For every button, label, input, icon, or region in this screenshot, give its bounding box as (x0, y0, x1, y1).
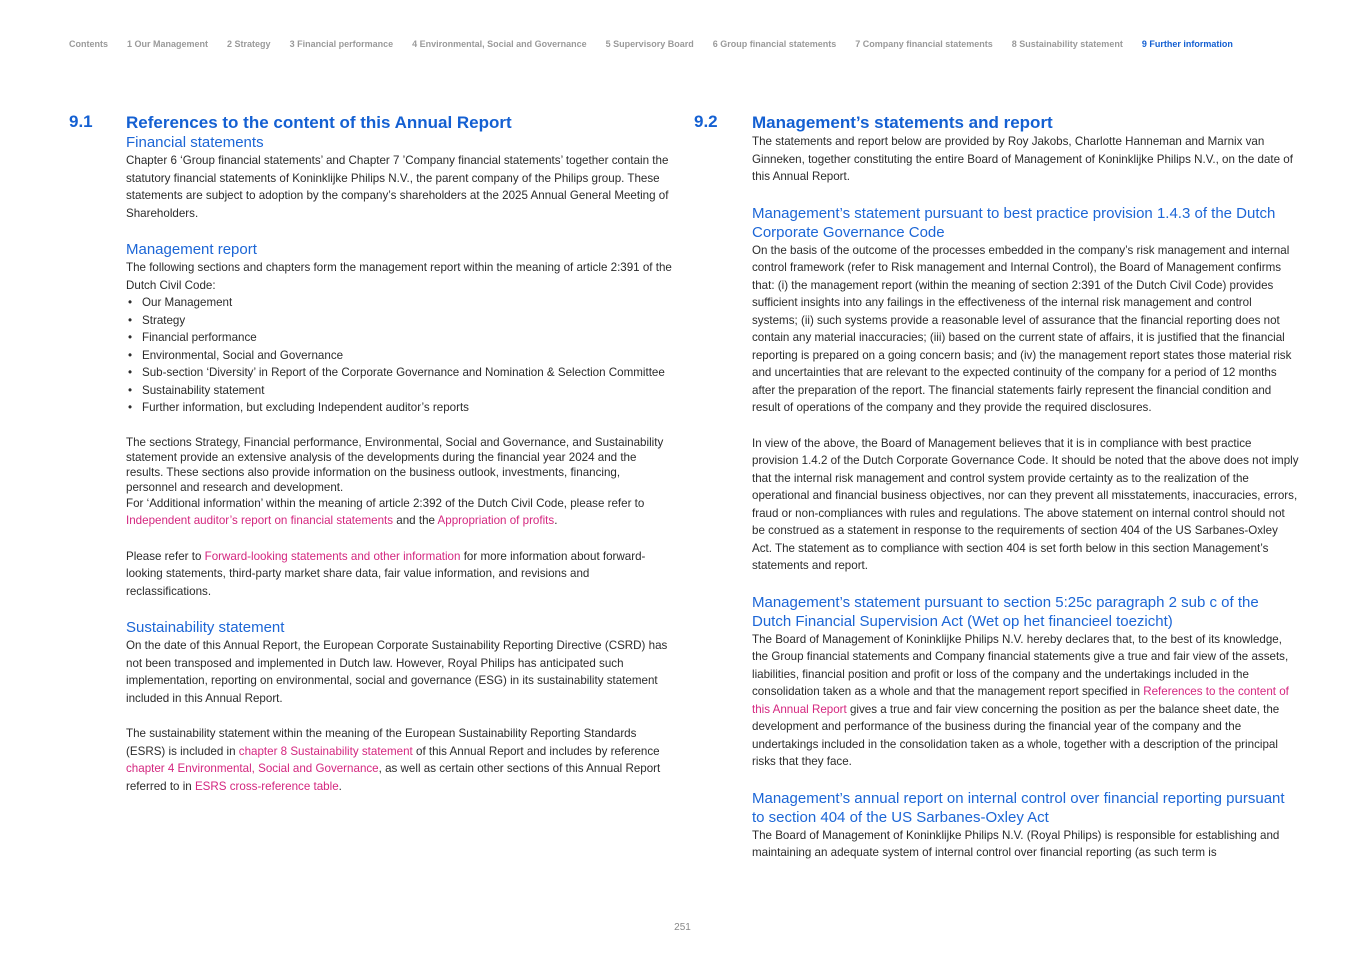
paragraph (126, 495, 674, 530)
section-title: References to the content of this Annual Report (126, 113, 512, 132)
text: of this Annual Report and includes by reference (412, 744, 660, 758)
spacer (752, 771, 1300, 789)
paragraph (752, 435, 1300, 575)
subheading: Management report (126, 241, 257, 258)
section-title: Management’s statements and report (752, 113, 1053, 132)
text: For ‘Additional information’ within the meaning of article 2:392 of the Dutch Civil Code, please refer to (126, 496, 645, 510)
spacer (126, 600, 674, 618)
cross-reference-link[interactable]: chapter 8 Sustainability statement (238, 744, 413, 758)
cross-reference-link[interactable]: chapter 4 Environmental, Social and Governance (126, 762, 379, 775)
cross-reference-link[interactable]: Appropriation of profits (437, 514, 555, 527)
cross-reference-link[interactable]: ESRS cross-reference table (194, 779, 339, 793)
paragraph (126, 259, 674, 294)
list-item: • Environmental, Social and Governance (126, 347, 674, 365)
text: , as well as certain other sections of this Annual Report referred to in (126, 762, 661, 793)
paragraph (126, 435, 674, 495)
nav-item[interactable]: 8 Sustainability statement (1011, 39, 1123, 49)
chapter-navigation (69, 39, 1252, 49)
section-number: 9.1 (69, 112, 93, 131)
list-item: • Strategy (126, 312, 674, 330)
text: and the (393, 514, 438, 527)
spacer (752, 575, 1300, 593)
text: The sustainability statement within the meaning of the European Sustainability Reporting Standards (ESRS) is included in (126, 727, 637, 758)
text: for more information about forward-looking statements, third-party market share data, fair value information, and revisions and reclassifications. (126, 549, 646, 598)
spacer (126, 707, 674, 725)
nav-item[interactable]: 1 Our Management (127, 39, 209, 49)
list-item: • Our Management (126, 294, 674, 312)
text: The sections Strategy, Financial performance, Environmental, Social and Governance, and Sustainability statement provide an extensive analysis of the developments during the financial year 2024 and the results. These sections also provide information on the business outlook, investments, financing, personnel and research and development. (126, 435, 664, 494)
paragraph (752, 242, 1300, 417)
section-number: 9.2 (694, 112, 718, 131)
spacer (126, 222, 674, 240)
paragraph (752, 827, 1300, 862)
spacer (126, 530, 674, 548)
list-item: • Financial performance (126, 329, 674, 347)
text: On the basis of the outcome of the processes embedded in the company’s risk management and internal control framework (refer to Risk management and Internal Control), the Board of Management confirms that: (i) the management report (within the meaning of section 2:391 of the Dutch Civil Code) provides sufficient insights into any failings in the effectiveness of the internal risk management and control systems; (ii) such systems provide a reasonable level of assurance that the financial reporting does not contain any material inaccuracies; (iii) based on the current state of affairs, it is justified that the financial reporting is prepared on a going concern basis; and (iv) the management report states those material risk and uncertainties that are relevant to the expected continuity of the company for a period of 12 months after the preparation of the report. The financial statements fairly represent the financial condition and result of operations of the company and they provide the required disclosures. (752, 243, 1292, 414)
subheading: Management’s annual report on internal control over financial reporting pursuant to section 404 of the US Sarbanes-Oxley Act (752, 789, 1285, 826)
paragraph (752, 631, 1300, 771)
nav-item[interactable]: 4 Environmental, Social and Governance (412, 39, 587, 49)
text: The Board of Management of Koninklijke Philips N.V. hereby declares that, to the best of its knowledge, the Group financial statements and Company financial statements give a true and fair view of the assets, liabilities, financial position and profit or loss of the company and the undertakings included in the consolidation taken as a whole and that the management report specified in (752, 632, 1289, 698)
nav-item[interactable]: 7 Company financial statements (855, 39, 993, 49)
cross-reference-link[interactable]: References to the content of this Annual Report (752, 685, 1289, 716)
subheading: Financial statements (126, 134, 264, 151)
subheading: Management’s statement pursuant to section 5:25c paragraph 2 sub c of the Dutch Financial Supervision Act (Wet op het financieel toezicht) (752, 593, 1259, 630)
text: . (554, 514, 558, 527)
text: Chapter 6 ‘Group financial statements’ and Chapter 7 ’Company financial statements’ together contain the statutory financial statements of Koninklijke Philips N.V., the parent company of the Philips group. These statements are subject to adoption by the company’s shareholders at the 2025 Annual General Meeting of Shareholders. (126, 154, 669, 220)
text: The following sections and chapters form the management report within the meaning of article 2:391 of the Dutch Civil Code: (126, 261, 672, 292)
nav-item[interactable]: 5 Supervisory Board (605, 39, 694, 49)
paragraph (126, 725, 674, 795)
paragraph (126, 637, 674, 707)
paragraph (126, 548, 674, 601)
subheading: Management’s statement pursuant to best practice provision 1.4.3 of the Dutch Corporate Governance Code (752, 204, 1276, 241)
nav-item[interactable]: 3 Financial performance (289, 39, 394, 49)
nav-item[interactable]: 9 Further information (1141, 39, 1233, 49)
page-number: 251 (674, 922, 691, 933)
spacer (752, 417, 1300, 435)
nav-item[interactable]: Contents (69, 39, 108, 49)
list-item: • Sub-section ‘Diversity’ in Report of the Corporate Governance and Nomination & Selection Committee (126, 364, 674, 382)
spacer (752, 186, 1300, 204)
text: . (338, 779, 342, 793)
cross-reference-link[interactable]: Forward-looking statements and other information (204, 549, 461, 563)
list-item: • Further information, but excluding Independent auditor’s reports (126, 399, 674, 417)
bullet-list (126, 294, 674, 417)
text: Please refer to (126, 549, 205, 563)
text: The Board of Management of Koninklijke Philips N.V. (Royal Philips) is responsible for establishing and maintaining an adequate system of internal control over financial reporting (as such term is (752, 828, 1280, 859)
text: On the date of this Annual Report, the European Corporate Sustainability Reporting Directive (CSRD) has not been transposed and implemented in Dutch law. However, Royal Philips has anticipated such implementation, reporting on environmental, social and governance (ESG) in its sustainability statement included in this Annual Report. (126, 639, 668, 705)
text: In view of the above, the Board of Management believes that it is in compliance with best practice provision 1.4.2 of the Dutch Corporate Governance Code. It should be noted that the above does not imply that the internal risk management and control system provide certainty as to the realization of the operational and financial business objectives, nor can they prevent all misstatements, inaccuracies, errors, fraud or non-compliances with rules and regulations. The above statement on internal control should not be construed as a statement in response to the requirements of section 404 of the US Sarbanes-Oxley Act. The statement as to compliance with section 404 is set forth below in this section Management’s statements and report. (752, 436, 1299, 572)
nav-item[interactable]: 2 Strategy (227, 39, 271, 49)
text: The statements and report below are provided by Roy Jakobs, Charlotte Hanneman and Marnix van Ginneken, together constituting the entire Board of Management of Koninklijke Philips N.V., on the date of this Annual Report. (752, 135, 1293, 183)
list-item: • Sustainability statement (126, 382, 674, 400)
spacer (126, 417, 674, 435)
paragraph (126, 152, 674, 222)
nav-item[interactable]: 6 Group financial statements (712, 39, 837, 49)
cross-reference-link[interactable]: Independent auditor’s report on financial statements (126, 514, 394, 527)
paragraph (752, 133, 1300, 186)
subheading: Sustainability statement (126, 619, 285, 636)
text: gives a true and fair view concerning the position as per the balance sheet date, the development and performance of the business during the financial year of the company and the undertakings included in the consolidation taken as a whole, together with a description of the principal risks that they face. (752, 702, 1280, 768)
